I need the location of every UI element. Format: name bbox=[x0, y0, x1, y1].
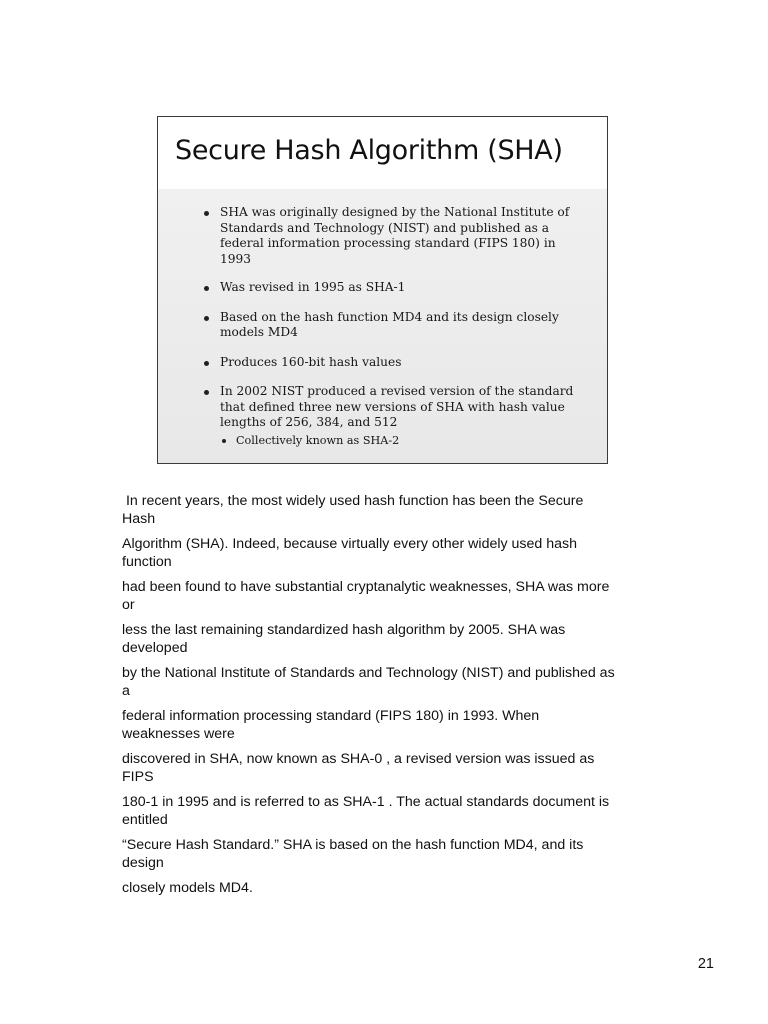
body-line-wrap: function bbox=[122, 554, 172, 570]
body-line bbox=[122, 578, 652, 614]
page-number: 21 bbox=[697, 956, 714, 972]
body-line-text: by the National Institute of Standards and Technology (NIST) and published as bbox=[122, 665, 615, 681]
body-line-wrap: entitled bbox=[122, 812, 168, 828]
slide-title: Secure Hash Algorithm (SHA) bbox=[175, 135, 563, 166]
body-line-wrap: or bbox=[122, 597, 135, 613]
body-line-text: closely models MD4. bbox=[122, 880, 253, 896]
body-line bbox=[122, 707, 652, 743]
body-line-text: 180-1 in 1995 and is referred to as SHA-1 . The actual standards document is bbox=[122, 794, 610, 810]
slide-subbullet: Collectively known as SHA-2 bbox=[202, 433, 582, 448]
slide-bullet: SHA was originally designed by the National Institute of Standards and Technology (NIST) and published as a federal information processing standard (FIPS 180) in 1993 bbox=[202, 205, 582, 267]
body-line bbox=[122, 535, 652, 571]
slide-image bbox=[157, 116, 608, 464]
slide-bullet: In 2002 NIST produced a revised version of the standard that defined three new versions of SHA with hash value lengths of 256, 384, and 512 bbox=[202, 384, 582, 431]
body-line-wrap: design bbox=[122, 855, 164, 871]
body-line bbox=[122, 664, 652, 700]
body-line bbox=[122, 621, 652, 657]
body-line-wrap: FIPS bbox=[122, 769, 154, 785]
body-line bbox=[122, 492, 652, 528]
slide-bullet: Based on the hash function MD4 and its design closely models MD4 bbox=[202, 310, 582, 341]
slide-bullet-list bbox=[202, 205, 582, 448]
body-line-wrap: Hash bbox=[122, 511, 156, 527]
body-line-text: Algorithm (SHA). Indeed, because virtually every other widely used hash bbox=[122, 536, 578, 552]
body-line-text: In recent years, the most widely used hash function has been the Secure bbox=[122, 493, 584, 509]
body-line-text: had been found to have substantial cryptanalytic weaknesses, SHA was more bbox=[122, 579, 610, 595]
body-line-wrap: developed bbox=[122, 640, 188, 656]
body-line-wrap: weaknesses were bbox=[122, 726, 235, 742]
slide-bullet: Was revised in 1995 as SHA-1 bbox=[202, 280, 582, 296]
slide-header bbox=[158, 117, 607, 189]
body-line-text: discovered in SHA, now known as SHA-0 , a revised version was issued as bbox=[122, 751, 595, 767]
body-line bbox=[122, 793, 652, 829]
body-line-text: federal information processing standard (FIPS 180) in 1993. When bbox=[122, 708, 540, 724]
body-line bbox=[122, 879, 652, 897]
body-line bbox=[122, 750, 652, 786]
body-paragraph bbox=[122, 492, 652, 904]
slide-bullet: Produces 160-bit hash values bbox=[202, 355, 582, 371]
body-line-text: less the last remaining standardized hash algorithm by 2005. SHA was bbox=[122, 622, 566, 638]
body-line-wrap: a bbox=[122, 683, 130, 699]
body-line-text: “Secure Hash Standard.” SHA is based on the hash function MD4, and its bbox=[122, 837, 584, 853]
body-line bbox=[122, 836, 652, 872]
